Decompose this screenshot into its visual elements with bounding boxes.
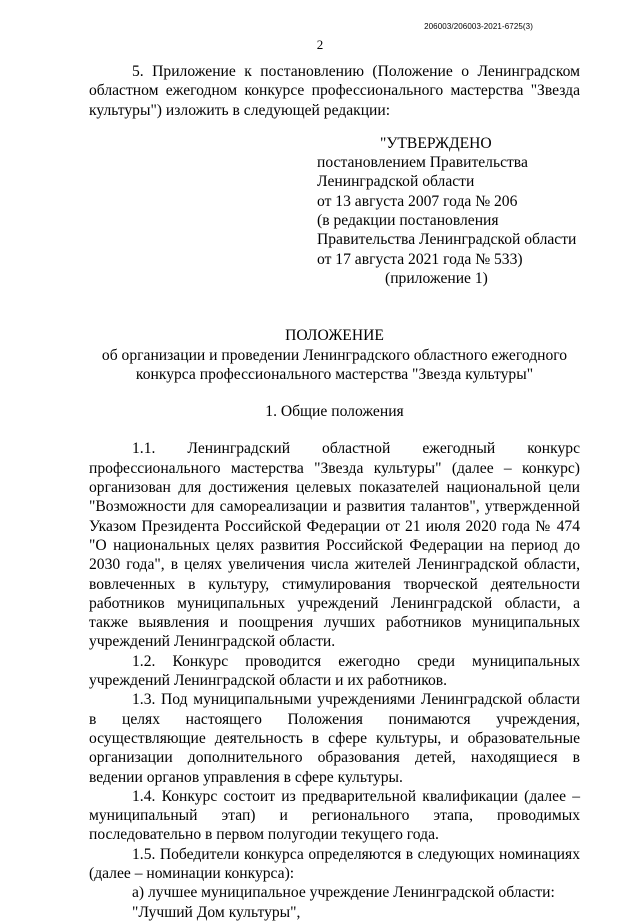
nomination-item: "Лучший Дом культуры", (132, 903, 301, 921)
paragraph-1-2: 1.2. Конкурс проводится ежегодно среди муниципальных учреждений Ленинградской области и их работников. (89, 652, 580, 690)
approval-line: (приложение 1) (385, 269, 488, 287)
title-subtitle: конкурса профессионального мастерства "Звезда культуры" (135, 365, 534, 383)
approval-line: постановлением Правительства (317, 154, 528, 172)
approval-line: от 17 августа 2021 года № 533) (317, 250, 523, 268)
page-number: 2 (316, 37, 324, 52)
approval-line: Ленинградской области (317, 173, 475, 191)
title-subtitle: об организации и проведении Ленинградского областного ежегодного (101, 346, 568, 364)
document-body (89, 62, 580, 922)
approval-line: от 13 августа 2007 года № 206 (317, 192, 518, 210)
paragraph-1-4: 1.4. Конкурс состоит из предварительной квалификации (далее – муниципальный этап) и регионального этапа, проводимых последовательно в первом полугодии текущего года. (89, 787, 580, 844)
document-title (89, 326, 580, 384)
paragraph-1-1: 1.1. Ленинградский областной ежегодный конкурс профессионального мастерства "Звезда культуры" (далее – конкурс) организован для достижения целевых показателей национальной цели "Возможности для самореализации и развития талантов", утвержденной Указом Президента Российской Федерации от 21 июля 2020 года № 474 "О национальных целях развития Российской Федерации на период до 2030 года", в целях увеличения числа жителей Ленинградской области, вовлеченных в культуру, стимулирования творческой деятельности работников муниципальных учреждений Ленинградской области, а также выявления и поощрения лучших работников муниципальных учреждений Ленинградской области. (89, 440, 580, 651)
approval-block (317, 134, 582, 288)
approval-heading: "УТВЕРЖДЕНО (380, 134, 492, 152)
intro-paragraph: 5. Приложение к постановлению (Положение о Ленинградском областном ежегодном конкурсе профессионального мастерства "Звезда культуры") изложить в следующей редакции: (89, 63, 580, 119)
section-heading: 1. Общие положения (265, 403, 404, 421)
title-main: ПОЛОЖЕНИЕ (285, 327, 384, 345)
document-id: 206003/206003-2021-6725(3) (424, 22, 533, 31)
list-item-a: а) лучшее муниципальное учреждение Ленинградской области: (132, 884, 555, 902)
approval-line: (в редакции постановления (317, 212, 499, 230)
paragraph-1-3: 1.3. Под муниципальными учреждениями Ленинградской области в целях настоящего Положения понимаются учреждения, осуществляющие деятельность в сфере культуры, и образовательные организации дополнительного образования детей, находящиеся в ведении органов управления в сфере культуры. (89, 691, 580, 786)
approval-line: Правительства Ленинградской области (317, 231, 577, 249)
paragraph-1-5: 1.5. Победители конкурса определяются в следующих номинациях (далее – номинации конкурса): (89, 845, 580, 882)
